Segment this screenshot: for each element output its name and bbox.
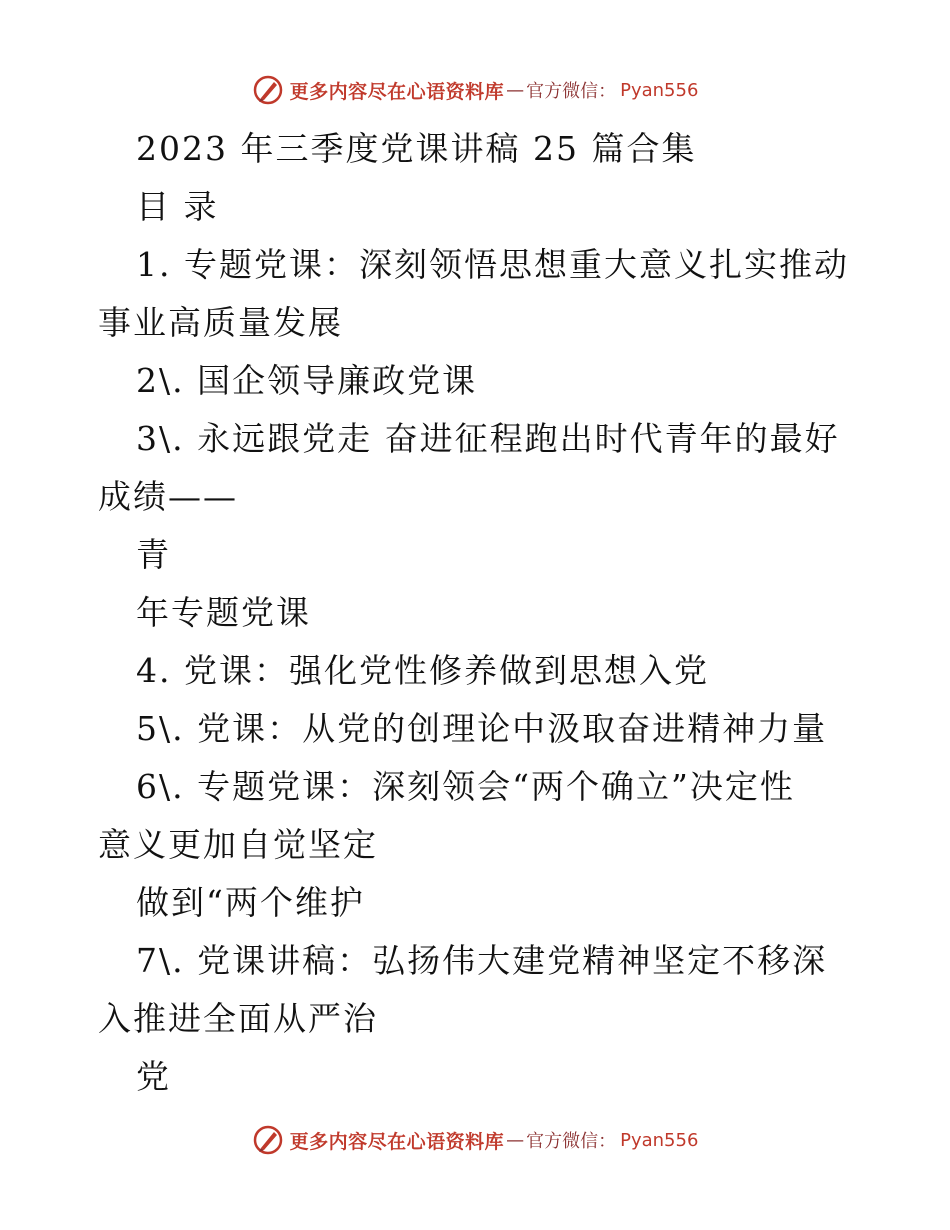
document-title: 2023 年三季度党课讲稿 25 篇合集 <box>136 129 697 168</box>
toc-line: 3\. 永远跟党走 奋进征程跑出时代青年的最好 <box>136 419 840 458</box>
toc-line: 青 <box>136 535 171 574</box>
toc-line: 事业高质量发展 <box>98 303 343 342</box>
toc-line: 做到“两个维护 <box>136 883 365 922</box>
quill-pen-circle-icon <box>252 1124 284 1156</box>
toc-heading: 目 录 <box>136 187 219 226</box>
watermark-main-text: 更多内容尽在心语资料库 <box>289 80 505 103</box>
toc-line: 7\. 党课讲稿：弘扬伟大建党精神坚定不移深 <box>136 941 828 980</box>
watermark-footer <box>0 1120 950 1160</box>
watermark-dash: — <box>506 1129 525 1151</box>
document-body <box>98 120 849 1106</box>
watermark-wechat-label: 官方微信： <box>526 81 617 102</box>
toc-line: 年专题党课 <box>136 593 311 632</box>
watermark-wechat-label: 官方微信： <box>526 1131 617 1152</box>
watermark-main-text: 更多内容尽在心语资料库 <box>289 1130 505 1153</box>
watermark-dash: — <box>506 79 525 101</box>
toc-line: 党 <box>136 1057 171 1096</box>
toc-line: 4. 党课：强化党性修养做到思想入党 <box>136 651 709 690</box>
toc-line: 5\. 党课：从党的创理论中汲取奋进精神力量 <box>136 709 828 748</box>
watermark-header <box>0 70 950 110</box>
toc-line: 成绩—— <box>98 477 238 516</box>
toc-line: 6\. 专题党课：深刻领会“两个确立”决定性 <box>136 767 795 806</box>
watermark-wechat-id: Pyan556 <box>620 1129 699 1151</box>
toc-line: 意义更加自觉坚定 <box>98 825 378 864</box>
toc-line: 1. 专题党课：深刻领悟思想重大意义扎实推动 <box>136 245 849 284</box>
quill-pen-circle-icon <box>252 74 284 106</box>
toc-line: 入推进全面从严治 <box>98 999 378 1038</box>
watermark-wechat-id: Pyan556 <box>620 79 699 101</box>
toc-list <box>98 236 849 1106</box>
toc-line: 2\. 国企领导廉政党课 <box>136 361 478 400</box>
